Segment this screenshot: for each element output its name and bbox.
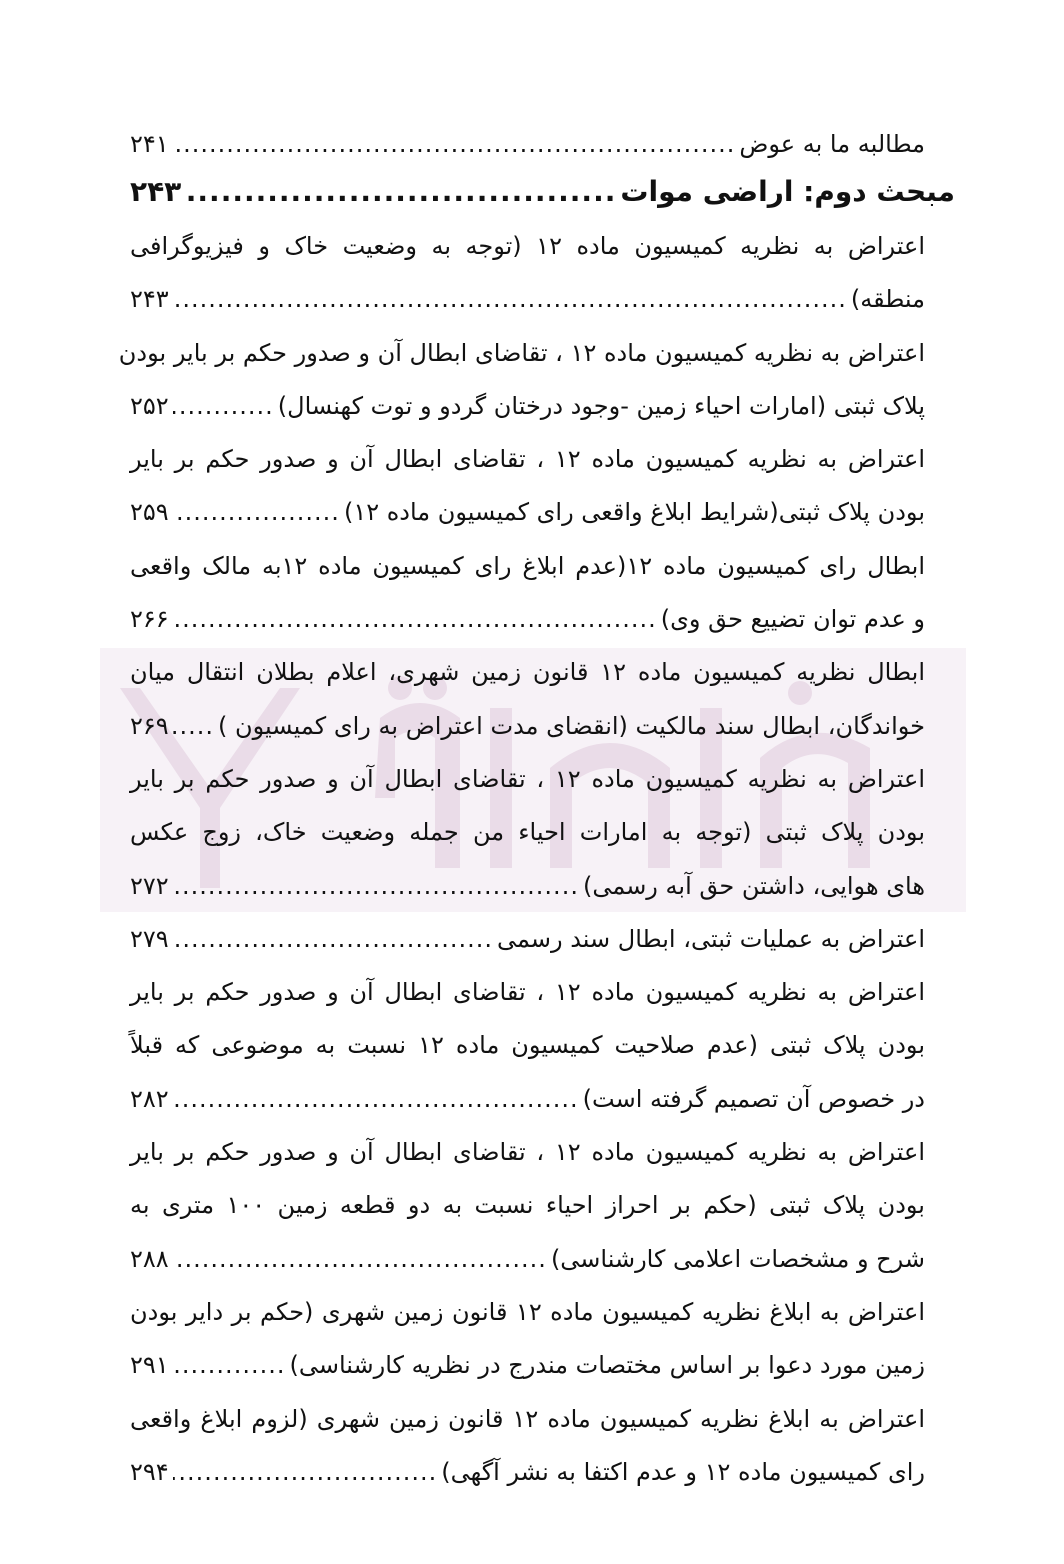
toc-entry-text: بودن پلاک ثبتی (توجه به امارات احیاء من جمله وضعیت خاک، زوج عکس [130,818,925,847]
toc-entry-line [130,646,925,699]
dot-leader [173,380,274,433]
toc-entry-text: ابطال نظریه کمیسیون ماده ۱۲ قانون زمین شهری، اعلام بطلان انتقال میان [130,658,925,687]
toc-entry-line [130,273,925,326]
page-number: ۲۹۱ [130,1351,169,1380]
page-number: ۲۴۳ [130,175,182,208]
toc-entry-text: ابطال رای کمیسیون ماده ۱۲(عدم ابلاغ رای کمیسیون ماده ۱۲به مالک واقعی [130,551,926,580]
toc-entry-line [130,1286,925,1339]
toc-entry-text: بودن پلاک ثبتی (عدم صلاحیت کمیسیون ماده ۱۲ نسبت به موضوعی که قبلاً [130,1031,925,1060]
toc-entry-text: اعتراض به نظریه کمیسیون ماده ۱۲ ، تقاضای ابطال آن و صدور حکم بر بایر [130,1138,925,1167]
section-heading [130,164,955,220]
toc-entry-text: خواندگان، ابطال سند مالکیت (انقضای مدت اعتراض به رای کمیسیون ) [218,711,925,740]
page-number: ۲۵۹ [130,498,169,527]
dot-leader [173,860,579,913]
dot-leader [173,486,340,539]
toc-entry-line [130,220,925,273]
table-of-contents [118,124,955,1499]
page-number: ۲۴۱ [130,130,169,158]
page-number: ۲۷۹ [130,924,169,953]
page-number: ۲۷۲ [130,871,169,900]
dot-leader [173,700,214,753]
dot-leader [173,1339,286,1392]
toc-entry-text: اعتراض به نظریه کمیسیون ماده ۱۲ ، تقاضای ابطال آن و صدور حکم بر بایر [130,764,925,793]
dot-leader [173,593,657,646]
toc-entry-line [118,327,925,380]
dot-leader [173,1446,438,1499]
toc-entry-text: مبحث دوم: اراضی موات [620,175,955,208]
toc-entry-text: اعتراض به ابلاغ نظریه کمیسیون ماده ۱۲ قانون زمین شهری (لزوم ابلاغ واقعی [130,1404,925,1433]
dot-leader [173,273,847,326]
dot-leader [185,164,616,220]
toc-entry-line [130,593,925,646]
toc-entry-line [130,124,925,164]
toc-entry-text: در خصوص آن تصمیم گرفته است) [582,1084,925,1113]
toc-entry-line [130,966,925,1019]
page-number: ۲۸۲ [130,1084,169,1113]
dot-leader [173,124,736,164]
toc-entry-line [130,860,925,913]
toc-entry-text: اعتراض به نظریه کمیسیون ماده ۱۲ ، تقاضای ابطال آن و صدور حکم بر بایر بودن [118,338,925,367]
toc-entry-text: بودن پلاک ثبتی(شرایط ابلاغ واقعی رای کمیسیون ماده ۱۲) [343,498,925,527]
toc-entry-text: شرح و مشخصات اعلامی کارشناسی) [550,1244,925,1273]
toc-entry-text: اعتراض به نظریه کمیسیون ماده ۱۲ ، تقاضای ابطال آن و صدور حکم بر بایر [130,978,925,1007]
toc-entry-text: اعتراض به ابلاغ نظریه کمیسیون ماده ۱۲ قانون زمین شهری (حکم بر دایر بودن [130,1297,925,1326]
toc-entry-text: اعتراض به عملیات ثبتی، ابطال سند رسمی [497,924,925,953]
toc-entry-line [130,1126,925,1179]
page-number: ۲۶۹ [130,711,169,740]
dot-leader [173,1233,547,1286]
toc-entry-line [130,540,925,593]
toc-entry-line [130,1073,925,1126]
toc-entry-text: رای کمیسیون ماده ۱۲ و عدم اکتفا به نشر آگهی) [441,1457,925,1486]
toc-entry-text: های هوایی، داشتن حق آبه رسمی) [582,871,925,900]
toc-entry-line [130,1179,925,1232]
toc-entry-text: منطقه) [850,285,925,314]
toc-entry-text: مطالبه ما به عوض [739,130,925,158]
toc-entry-text: زمین مورد دعوا بر اساس مختصات مندرج در نظریه کارشناسی) [289,1351,925,1380]
page-number: ۲۹۴ [130,1457,169,1486]
toc-entry-line [130,1339,925,1392]
toc-entry-line [130,380,925,433]
toc-entry-text: اعتراض به نظریه کمیسیون ماده ۱۲ (توجه به وضعیت خاک و فیزیوگرافی [130,232,926,260]
toc-entry-text: پلاک ثبتی (امارات احیاء زمین -وجود درختان گردو و توت کهنسال) [277,391,925,420]
toc-entry-line [130,700,925,753]
toc-entry-line [130,1233,925,1286]
toc-entry-line [130,1446,925,1499]
toc-entry-text: اعتراض به نظریه کمیسیون ماده ۱۲ ، تقاضای ابطال آن و صدور حکم بر بایر [130,445,925,474]
toc-entry-line [130,1393,925,1446]
toc-entry-text: و عدم توان تضییع حق وی) [660,605,925,634]
dot-leader [173,913,493,966]
page-number: ۲۸۸ [130,1244,169,1273]
toc-entry-text: بودن پلاک ثبتی (حکم بر احراز احیاء نسبت به دو قطعه زمین ۱۰۰ متری به [130,1191,925,1220]
page-number: ۲۶۶ [130,605,169,634]
toc-entry-line [130,913,925,966]
toc-entry-line [130,753,925,806]
page-number: ۲۵۲ [130,391,169,420]
toc-entry-line [130,486,925,539]
toc-entry-line [130,433,925,486]
page-number: ۲۴۳ [130,285,169,314]
dot-leader [173,1073,579,1126]
toc-entry-line [130,1019,925,1072]
toc-entry-line [130,806,925,859]
